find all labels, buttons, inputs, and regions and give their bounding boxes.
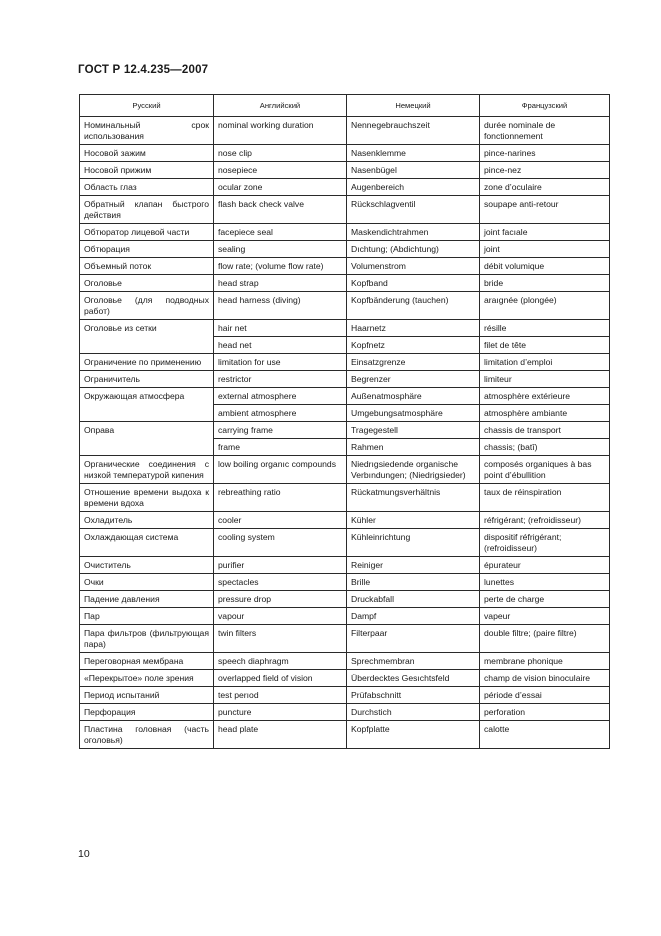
- term-french: calotte: [480, 721, 610, 749]
- term-french: atmosphère ambiante: [480, 405, 610, 422]
- table-row: [80, 388, 610, 405]
- term-english: flash back check valve: [214, 196, 347, 224]
- term-french: pince-nez: [480, 162, 610, 179]
- term-russian: Носовой прижим: [80, 162, 214, 179]
- term-french: taux de réinspiration: [480, 484, 610, 512]
- term-english: head harness (diving): [214, 292, 347, 320]
- term-english: purifier: [214, 557, 347, 574]
- table-row: [80, 608, 610, 625]
- table-row: [80, 117, 610, 145]
- term-english: sealing: [214, 241, 347, 258]
- term-german: Rahmen: [347, 439, 480, 456]
- term-english: test perıod: [214, 687, 347, 704]
- term-russian: Охлаждающая система: [80, 529, 214, 557]
- term-french: araıgnée (plongée): [480, 292, 610, 320]
- term-german: Kopfbänderung (tauchen): [347, 292, 480, 320]
- term-english: nose clip: [214, 145, 347, 162]
- term-french: chassis; (batî): [480, 439, 610, 456]
- term-french: double filtre; (paire filtre): [480, 625, 610, 653]
- table-row: [80, 371, 610, 388]
- term-english: spectacles: [214, 574, 347, 591]
- term-german: Volumenstrom: [347, 258, 480, 275]
- column-header-french: Французский: [480, 95, 610, 117]
- term-russian: Обратный клапан быстрого действия: [80, 196, 214, 224]
- term-german: Außenatmosphäre: [347, 388, 480, 405]
- term-french: filet de tête: [480, 337, 610, 354]
- table-row: [80, 258, 610, 275]
- term-french: lunettes: [480, 574, 610, 591]
- table-row: [80, 574, 610, 591]
- terminology-table: [79, 94, 610, 749]
- term-german: Haarnetz: [347, 320, 480, 337]
- term-german: Augenbereich: [347, 179, 480, 196]
- table-row: [80, 591, 610, 608]
- table-row: [80, 241, 610, 258]
- term-russian: Обтюратор лицевой части: [80, 224, 214, 241]
- column-header-german: Немецкий: [347, 95, 480, 117]
- term-french: perte de charge: [480, 591, 610, 608]
- table-header-row: [80, 95, 610, 117]
- term-french: limiteur: [480, 371, 610, 388]
- term-english: frame: [214, 439, 347, 456]
- term-english: external atmosphere: [214, 388, 347, 405]
- term-english: limitation for use: [214, 354, 347, 371]
- term-russian: Период испытаний: [80, 687, 214, 704]
- term-russian: Падение давления: [80, 591, 214, 608]
- term-german: Druckabfall: [347, 591, 480, 608]
- term-french: zone d’oculaire: [480, 179, 610, 196]
- term-english: restrictor: [214, 371, 347, 388]
- term-russian: Область глаз: [80, 179, 214, 196]
- term-english: twin filters: [214, 625, 347, 653]
- term-russian: Пластина головная (часть оголовья): [80, 721, 214, 749]
- term-russian: Очиститель: [80, 557, 214, 574]
- table-row: [80, 456, 610, 484]
- term-french: épurateur: [480, 557, 610, 574]
- term-russian: Переговорная мембрана: [80, 653, 214, 670]
- table-row: [80, 145, 610, 162]
- term-english: head net: [214, 337, 347, 354]
- term-russian: Пара фильтров (фильтрующая пара): [80, 625, 214, 653]
- term-russian: Обтюрация: [80, 241, 214, 258]
- term-german: Nasenklemme: [347, 145, 480, 162]
- term-russian: Оголовье из сетки: [80, 320, 214, 354]
- term-german: Durchstich: [347, 704, 480, 721]
- term-german: Einsatzgrenze: [347, 354, 480, 371]
- table-row: [80, 653, 610, 670]
- term-english: flow rate; (volume flow rate): [214, 258, 347, 275]
- term-russian: Пар: [80, 608, 214, 625]
- term-english: cooler: [214, 512, 347, 529]
- term-english: speech diaphragm: [214, 653, 347, 670]
- term-english: pressure drop: [214, 591, 347, 608]
- table-row: [80, 512, 610, 529]
- term-french: période d’essai: [480, 687, 610, 704]
- term-english: rebreathing ratio: [214, 484, 347, 512]
- term-french: pince-narines: [480, 145, 610, 162]
- term-german: Begrenzer: [347, 371, 480, 388]
- term-french: résille: [480, 320, 610, 337]
- term-russian: Ограничитель: [80, 371, 214, 388]
- table-row: [80, 422, 610, 439]
- term-german: Niedrıgsiedende organische Verbındungen; (Niedrigsieder): [347, 456, 480, 484]
- term-french: bride: [480, 275, 610, 292]
- term-german: Prüfabschnitt: [347, 687, 480, 704]
- term-french: vapeur: [480, 608, 610, 625]
- term-russian: Отношение времени выдоха к времени вдоха: [80, 484, 214, 512]
- term-russian: Носовой зажим: [80, 145, 214, 162]
- table-row: [80, 687, 610, 704]
- term-russian: Ограничение по применению: [80, 354, 214, 371]
- term-french: atmosphère extérieure: [480, 388, 610, 405]
- table-row: [80, 275, 610, 292]
- term-english: head strap: [214, 275, 347, 292]
- term-russian: Окружающая атмосфера: [80, 388, 214, 422]
- table-row: [80, 224, 610, 241]
- term-english: nosepiece: [214, 162, 347, 179]
- term-french: champ de vision binoculaire: [480, 670, 610, 687]
- term-german: Nennegebrauchszeit: [347, 117, 480, 145]
- term-russian: Объемный поток: [80, 258, 214, 275]
- table-row: [80, 354, 610, 371]
- table-row: [80, 557, 610, 574]
- term-french: débit volumique: [480, 258, 610, 275]
- page-number: 10: [78, 848, 90, 860]
- term-english: ocular zone: [214, 179, 347, 196]
- table-row: [80, 320, 610, 337]
- term-russian: Оголовье: [80, 275, 214, 292]
- term-russian: Органические соединения с низкой температурой кипения: [80, 456, 214, 484]
- term-russian: Оправа: [80, 422, 214, 456]
- table-row: [80, 625, 610, 653]
- table-row: [80, 704, 610, 721]
- term-german: Kopfplatte: [347, 721, 480, 749]
- term-german: Rückschlagventil: [347, 196, 480, 224]
- term-english: head plate: [214, 721, 347, 749]
- term-french: joint facıale: [480, 224, 610, 241]
- term-german: Umgebungsatmosphäre: [347, 405, 480, 422]
- term-french: joint: [480, 241, 610, 258]
- term-english: carrying frame: [214, 422, 347, 439]
- table-row: [80, 196, 610, 224]
- term-german: Kühler: [347, 512, 480, 529]
- term-english: puncture: [214, 704, 347, 721]
- term-russian: Охладитель: [80, 512, 214, 529]
- term-german: Dampf: [347, 608, 480, 625]
- table-row: [80, 292, 610, 320]
- term-french: limitation d’emploi: [480, 354, 610, 371]
- term-german: Kopfnetz: [347, 337, 480, 354]
- term-german: Reiniger: [347, 557, 480, 574]
- term-english: facepiece seal: [214, 224, 347, 241]
- term-russian: «Перекрытое» поле зрения: [80, 670, 214, 687]
- term-english: hair net: [214, 320, 347, 337]
- term-german: Kopfband: [347, 275, 480, 292]
- term-russian: Перфорация: [80, 704, 214, 721]
- term-german: Tragegestell: [347, 422, 480, 439]
- term-german: Nasenbügel: [347, 162, 480, 179]
- term-english: nominal working duration: [214, 117, 347, 145]
- table-row: [80, 179, 610, 196]
- term-french: dispositif réfrigérant; (refroidisseur): [480, 529, 610, 557]
- term-german: Filterpaar: [347, 625, 480, 653]
- term-french: réfrigérant; (refroidisseur): [480, 512, 610, 529]
- term-english: low boiling organıc compounds: [214, 456, 347, 484]
- term-english: cooling system: [214, 529, 347, 557]
- term-french: chassis de transport: [480, 422, 610, 439]
- column-header-russian: Русский: [80, 95, 214, 117]
- term-german: Sprechmembran: [347, 653, 480, 670]
- term-german: Rückatmungsverhältnis: [347, 484, 480, 512]
- table-row: [80, 721, 610, 749]
- table-row: [80, 484, 610, 512]
- term-russian: Номинальный срок использования: [80, 117, 214, 145]
- term-russian: Оголовье (для подводных работ): [80, 292, 214, 320]
- term-english: ambient atmosphere: [214, 405, 347, 422]
- table-row: [80, 670, 610, 687]
- term-german: Kühleinrichtung: [347, 529, 480, 557]
- term-german: Überdecktes Gesıchtsfeld: [347, 670, 480, 687]
- table-row: [80, 162, 610, 179]
- term-german: Dıchtung; (Abdichtung): [347, 241, 480, 258]
- term-french: durée nominale de fonctionnement: [480, 117, 610, 145]
- term-french: soupape anti-retour: [480, 196, 610, 224]
- term-french: composés organiques à bas point d’ébullition: [480, 456, 610, 484]
- term-french: membrane phonique: [480, 653, 610, 670]
- document-code: ГОСТ Р 12.4.235—2007: [78, 64, 209, 76]
- column-header-english: Английский: [214, 95, 347, 117]
- term-german: Brille: [347, 574, 480, 591]
- term-english: overlapped field of vision: [214, 670, 347, 687]
- term-english: vapour: [214, 608, 347, 625]
- table-row: [80, 529, 610, 557]
- term-french: perforation: [480, 704, 610, 721]
- term-russian: Очки: [80, 574, 214, 591]
- term-german: Maskendichtrahmen: [347, 224, 480, 241]
